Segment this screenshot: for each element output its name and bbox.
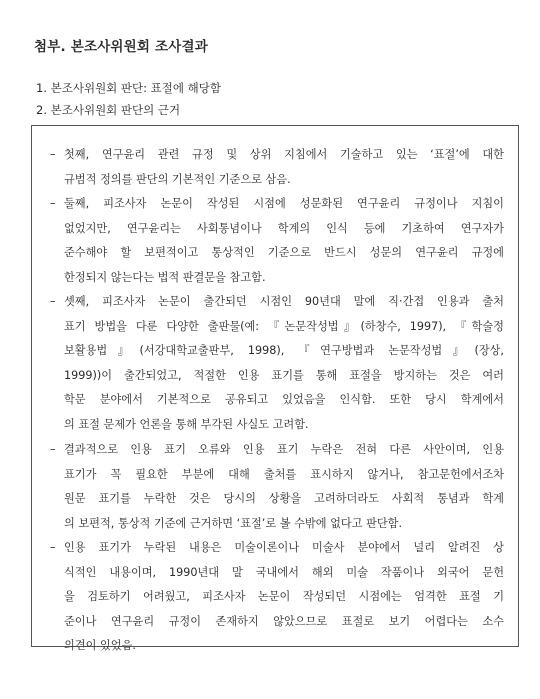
paragraph-line <box>50 487 504 512</box>
paragraph-line <box>50 634 504 659</box>
rationale-paragraph <box>50 290 504 437</box>
paragraph-line <box>50 339 504 364</box>
rationale-paragraph <box>50 438 504 536</box>
rationale-paragraph <box>50 192 504 290</box>
paragraph-line <box>50 413 504 438</box>
paragraph-line <box>50 290 504 315</box>
line-text: 표기 방법을 다룬 다양한 출판물(예: 『논문작성법』(하창수, 1997), 『학술정 <box>64 319 504 333</box>
finding-list <box>36 77 221 121</box>
line-text: 없었지만, 연구윤리는 사회통념이나 학계의 인식 등에 기초하여 연구자가 <box>64 221 504 235</box>
paragraph-line <box>50 143 504 168</box>
paragraph-line <box>50 217 504 242</box>
bullet-dash: – <box>50 148 56 161</box>
bullet-dash: – <box>50 295 56 308</box>
line-text: 원문 표기를 누락한 것은 당시의 상황을 고려하더라도 사회적 통념과 학계 <box>64 492 504 505</box>
paragraph-line <box>50 241 504 266</box>
paragraph-line <box>50 610 504 635</box>
paragraph-line <box>50 536 504 561</box>
paragraph-line <box>50 512 504 537</box>
line-text: 한정되지 않는다는 법적 판결문을 참고함. <box>64 270 266 284</box>
line-text: 인용 표기가 누락된 내용은 미술이론이나 미술사 분야에서 널리 알려진 상 <box>64 541 504 554</box>
paragraph-line <box>50 388 504 413</box>
page-title: 첨부. 본조사위원회 조사결과 <box>34 39 209 55</box>
line-text: 첫째, 연구윤리 관련 규정 및 상위 지침에서 기술하고 있는 ‘표절’에 대한 <box>64 148 504 161</box>
line-text: 준이나 연구윤리 규정이 존재하지 않았으므로 표절로 보기 어렵다는 소수 <box>64 614 504 628</box>
line-text: 을 검토하기 어려웠고, 피조사자 논문이 작성되던 시점에는 엄격한 표절 기 <box>64 590 504 603</box>
line-text: 의 표절 문제가 언론을 통해 부각된 사실도 고려함. <box>64 417 309 431</box>
rationale-paragraph <box>50 536 504 659</box>
finding-item: 2. 본조사위원회 판단의 근거 <box>36 103 181 117</box>
paragraph-line <box>50 463 504 488</box>
paragraph-line <box>50 585 504 610</box>
paragraph-line <box>50 168 504 193</box>
line-text: 셋째, 피조사자 논문이 출간되던 시점인 90년대 말에 직·간접 인용과 출처 <box>64 295 504 308</box>
paragraph-line <box>50 315 504 340</box>
line-text: 의 보편적, 통상적 기준에 근거하면 ‘표절’로 볼 수밖에 없다고 판단함. <box>64 516 403 530</box>
line-text: 의견이 있었음. <box>64 639 136 652</box>
line-text: 준수해야 할 보편적이고 통상적인 기준으로 반드시 성문의 연구윤리 규정에 <box>64 246 504 259</box>
paragraph-line <box>50 438 504 463</box>
bullet-dash: – <box>50 541 56 554</box>
rationale-paragraph <box>50 143 504 192</box>
line-text: 학문 분야에서 기본적으로 공유되고 있었음을 인식함. 또한 당시 학계에서 <box>64 393 504 406</box>
finding-item: 1. 본조사위원회 판단: 표절에 해당함 <box>36 81 221 95</box>
line-text: 보활용법』(서강대학교출판부, 1998), 『연구방법과 논문작성법』(장상, <box>64 344 504 357</box>
line-text: 둘째, 피조사자 논문이 작성된 시점에 성문화된 연구윤리 규정이나 지침이 <box>64 197 504 210</box>
paragraph-line <box>50 364 504 389</box>
line-text: 식적인 내용이며, 1990년대 말 국내에서 해외 미술 작품이나 외국어 문헌 <box>64 565 504 579</box>
line-text: 결과적으로 인용 표기 오류와 인용 표기 누락은 전혀 다른 사안이며, 인용 <box>64 443 504 456</box>
line-text: 1999))이 출간되었고, 적절한 인용 표기를 통해 표절을 방지하는 것은 여러 <box>64 368 504 382</box>
paragraph-line <box>50 561 504 586</box>
line-text: 표기가 꼭 필요한 부분에 대해 출처를 표시하지 않거나, 참고문헌에서조차 <box>64 467 504 481</box>
paragraph-line <box>50 266 504 291</box>
bullet-dash: – <box>50 197 56 210</box>
paragraph-line <box>50 192 504 217</box>
line-text: 규범적 정의를 판단의 기본적인 기준으로 삼음. <box>64 172 291 186</box>
bullet-dash: – <box>50 443 56 456</box>
